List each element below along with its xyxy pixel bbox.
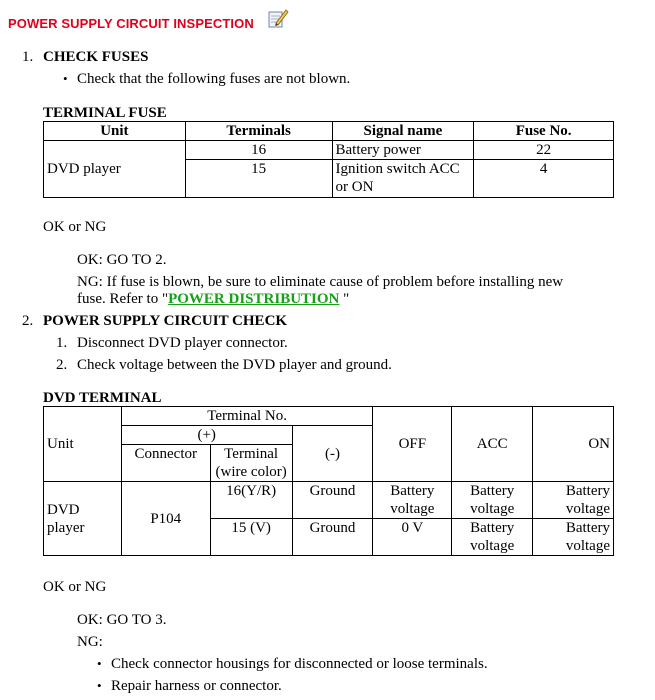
- step-number: 1.: [56, 335, 68, 351]
- ok-or-ng-label: OK or NG: [43, 579, 107, 595]
- col-header-unit: Unit: [44, 407, 122, 482]
- power-distribution-link[interactable]: POWER DISTRIBUTION: [168, 291, 340, 307]
- terminal-fuse-table: [43, 121, 614, 198]
- terminal-cell: 15 (V): [210, 519, 292, 556]
- ok-or-ng-label: OK or NG: [43, 219, 107, 235]
- section-2-number: 2.: [22, 313, 34, 329]
- cell-line: Battery: [470, 520, 515, 536]
- connector-cell: P104: [121, 482, 210, 556]
- acc-cell: [452, 482, 533, 519]
- cell-line: Battery: [565, 483, 610, 499]
- ng-result-line1: NG: If fuse is blown, be sure to eliminate cause of problem before installing new: [77, 274, 564, 290]
- col-header-terminal: [210, 445, 292, 482]
- signal-cell: Battery power: [332, 141, 474, 160]
- ng-result: NG:: [77, 634, 103, 650]
- section-1-number: 1.: [22, 49, 34, 65]
- col-header-acc: ACC: [452, 407, 533, 482]
- col-header-off: OFF: [373, 407, 452, 482]
- col-header-minus: (-): [292, 426, 373, 482]
- fuse-cell: 22: [474, 141, 614, 160]
- cell-line: 0 V: [401, 520, 424, 536]
- table-header-row: [44, 407, 614, 426]
- ok-result: OK: GO TO 3.: [77, 612, 167, 628]
- step-text: Check voltage between the DVD player and ground.: [77, 357, 392, 373]
- table-header-row: [44, 122, 614, 141]
- col-header-plus: (+): [121, 426, 292, 445]
- terminal-cell: 15: [185, 160, 332, 198]
- cell-line: voltage: [470, 501, 515, 517]
- acc-cell: [452, 519, 533, 556]
- cell-line: voltage: [565, 538, 610, 554]
- cell-line: voltage: [390, 501, 435, 517]
- on-cell: [533, 482, 614, 519]
- col-header-on: ON: [533, 407, 614, 482]
- signal-cell: [332, 160, 474, 198]
- section-1-heading: CHECK FUSES: [43, 49, 149, 65]
- dvd-terminal-table: [43, 406, 614, 556]
- col-header-terminal-no: Terminal No.: [121, 407, 373, 426]
- terminal-cell: 16(Y/R): [210, 482, 292, 519]
- ng-bullet: • Check connector housings for disconnected or loose terminals.: [111, 655, 488, 673]
- table-row: [44, 141, 614, 160]
- off-cell: [373, 519, 452, 556]
- minus-cell: Ground: [292, 519, 373, 556]
- cell-line: voltage: [565, 501, 610, 517]
- step-text: Disconnect DVD player connector.: [77, 335, 288, 351]
- dvd-terminal-title: DVD TERMINAL: [43, 390, 162, 406]
- table-row: [44, 482, 614, 519]
- unit-cell: [44, 482, 122, 556]
- ok-result: OK: GO TO 2.: [77, 252, 167, 268]
- unit-line: player: [47, 519, 85, 536]
- ng-text: fuse. Refer to ": [77, 291, 169, 307]
- off-cell: [373, 482, 452, 519]
- cell-line: Battery: [565, 520, 610, 536]
- ng-result-line2: [77, 290, 349, 308]
- header-line: (wire color): [215, 464, 287, 480]
- col-header-connector: Connector: [121, 445, 210, 482]
- section-2-heading: POWER SUPPLY CIRCUIT CHECK: [43, 313, 288, 329]
- page-title: POWER SUPPLY CIRCUIT INSPECTION: [8, 16, 254, 31]
- signal-line: or ON: [335, 179, 374, 196]
- minus-cell: Ground: [292, 482, 373, 519]
- header-line: Terminal: [224, 446, 279, 462]
- col-header-signal-name: Signal name: [332, 122, 474, 141]
- pencil-notepad-icon: [267, 7, 289, 29]
- signal-line: Ignition switch ACC: [335, 161, 460, 178]
- col-header-fuse-no: Fuse No.: [474, 122, 614, 141]
- col-header-terminals: Terminals: [185, 122, 332, 141]
- ng-text: ": [339, 291, 350, 307]
- terminal-cell: 16: [185, 141, 332, 160]
- cell-line: voltage: [470, 538, 515, 554]
- unit-cell: DVD player: [44, 141, 186, 198]
- cell-line: Battery: [390, 483, 435, 499]
- col-header-unit: Unit: [44, 122, 186, 141]
- step-number: 2.: [56, 357, 68, 373]
- terminal-fuse-title: TERMINAL FUSE: [43, 105, 167, 121]
- ng-bullet: • Repair harness or connector.: [111, 677, 282, 695]
- on-cell: [533, 519, 614, 556]
- fuse-cell: 4: [474, 160, 614, 198]
- section-1-bullet: • Check that the following fuses are not blown.: [77, 70, 350, 88]
- cell-line: Battery: [470, 483, 515, 499]
- unit-line: DVD: [47, 501, 80, 518]
